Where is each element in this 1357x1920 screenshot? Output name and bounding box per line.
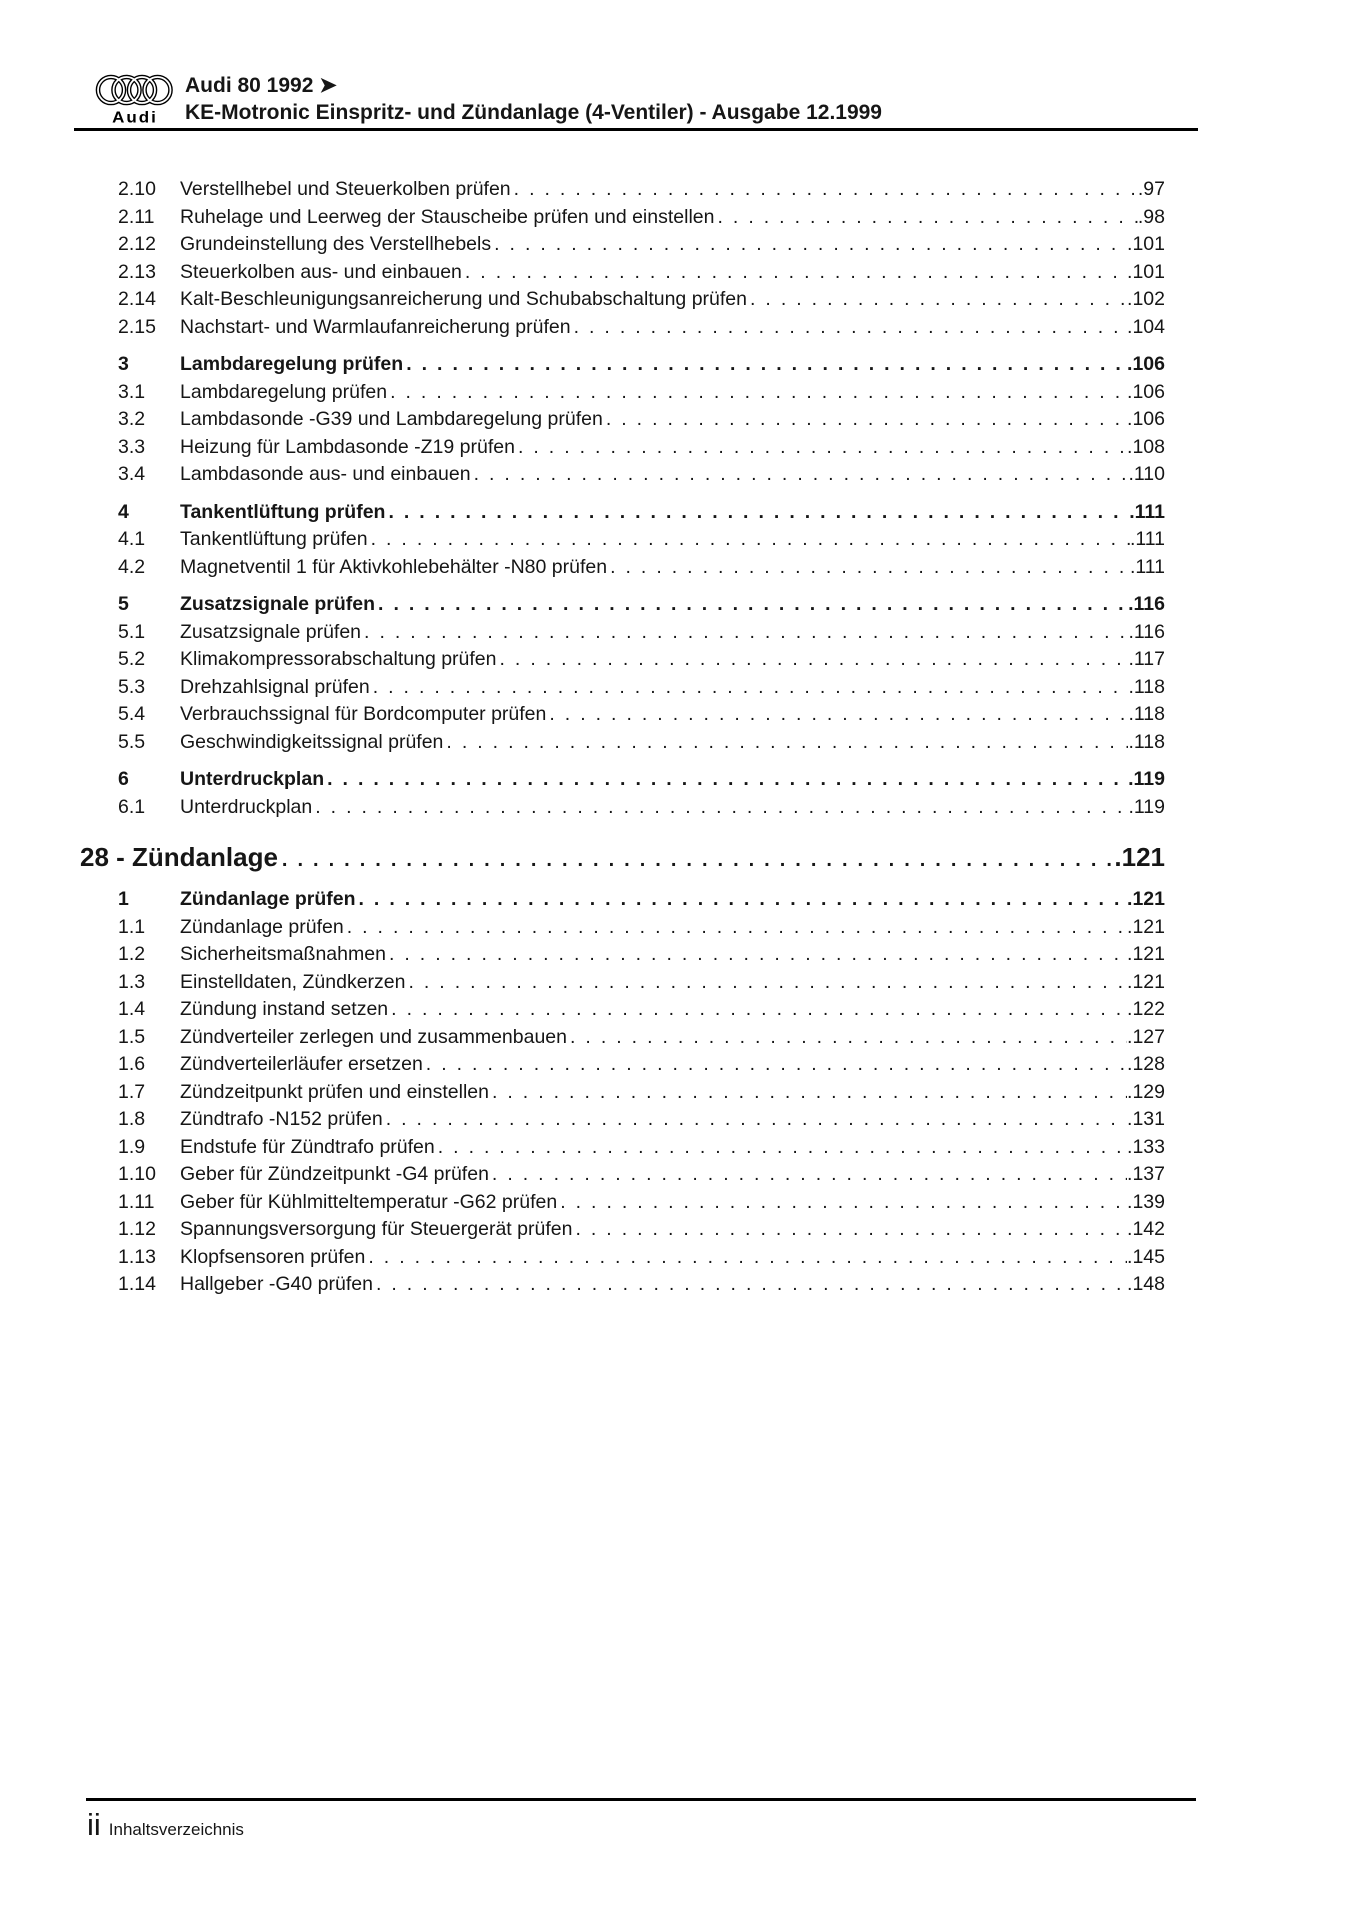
toc-dot-leader: [389, 941, 1127, 969]
toc-entry-page: . 108: [1127, 434, 1165, 462]
toc-entry-number: 1.2: [118, 943, 146, 965]
toc-entry-number: 3.4: [118, 463, 146, 485]
toc-entry-page: . 131: [1127, 1106, 1165, 1134]
toc-row: [80, 204, 1165, 232]
toc-entry-number: 2.13: [118, 260, 156, 283]
toc-entry-number: 3.3: [118, 435, 146, 458]
toc-entry-number: 5.2: [118, 648, 146, 670]
toc-entry-title: Zündung instand setzen: [180, 998, 389, 1020]
toc-dot-leader: [406, 351, 1127, 379]
toc-dot-leader: [368, 1244, 1127, 1272]
toc-entry-number: 2.15: [118, 315, 156, 338]
audi-rings-icon: [95, 74, 175, 106]
toc-entry-number: 1.4: [118, 998, 146, 1020]
toc-row: [80, 1189, 1165, 1217]
toc-entry-number: 1.13: [118, 1245, 156, 1268]
toc-entry-page: . 139: [1127, 1189, 1165, 1217]
toc-dot-leader: [282, 844, 1114, 876]
toc-group: [80, 766, 1165, 821]
toc-entry-number: 2.14: [118, 288, 156, 310]
toc-row: [80, 379, 1165, 407]
toc-row: [80, 969, 1165, 997]
page-footer: [87, 1808, 244, 1842]
audi-logo: [95, 74, 175, 128]
toc-entry-page: . 127: [1127, 1024, 1165, 1052]
toc-entry-title: Geber für Zündzeitpunkt -G4 prüfen: [180, 1163, 489, 1185]
toc-entry-number: 5.3: [118, 675, 146, 698]
toc-entry-page: . 106: [1127, 406, 1165, 434]
toc-entry-number: 1.3: [118, 970, 146, 993]
toc-row: [80, 314, 1165, 342]
toc-dot-leader: [376, 1271, 1127, 1299]
toc-entry-page: . 121: [1127, 969, 1165, 997]
toc-row: [80, 461, 1165, 489]
toc-group: [80, 351, 1165, 489]
toc-entry-title: Geber für Kühlmitteltemperatur -G62 prüfen: [180, 1190, 558, 1213]
toc-entry-title: Heizung für Lambdasonde -Z19 prüfen: [180, 435, 515, 458]
toc-row: [80, 886, 1165, 914]
toc-entry-page: . 145: [1127, 1244, 1165, 1272]
toc-dot-leader: [549, 701, 1128, 729]
toc-row: [80, 1216, 1165, 1244]
toc-entry-title: Zusatzsignale prüfen: [180, 620, 362, 643]
toc-entry-number: 2.12: [118, 233, 156, 255]
toc-entry-number: 4.2: [118, 555, 146, 578]
toc-entry-title: Steuerkolben aus- und einbauen: [180, 260, 462, 283]
toc-dot-leader: [717, 204, 1137, 232]
toc-row: [80, 1024, 1165, 1052]
toc-entry-number: 2.11: [118, 205, 155, 228]
toc-row: [80, 1106, 1165, 1134]
toc-entry-page: . 110: [1128, 461, 1165, 489]
toc-entry-page: . 118: [1128, 674, 1165, 702]
toc-dot-leader: [390, 379, 1127, 407]
toc-entry-page: . 119: [1128, 766, 1165, 794]
toc-row: [80, 1079, 1165, 1107]
toc-entry-title: Einstelldaten, Zündkerzen: [180, 970, 406, 993]
toc-dot-leader: [750, 286, 1127, 314]
toc-dot-leader: [391, 996, 1127, 1024]
toc-entry-number: 1.7: [118, 1080, 146, 1103]
toc-entry-title: Lambdasonde -G39 und Lambdaregelung prüfen: [180, 408, 603, 430]
toc-entry-title: Unterdruckplan: [180, 768, 325, 790]
toc-entry-title: Kalt-Beschleunigungsanreicherung und Schubabschaltung prüfen: [180, 288, 747, 310]
toc-dot-leader: [327, 766, 1128, 794]
toc-entry-number: 1.14: [118, 1273, 156, 1295]
toc-dot-leader: [426, 1051, 1127, 1079]
toc-row: [80, 1271, 1165, 1299]
toc-dot-leader: [438, 1134, 1127, 1162]
toc-entry-number: 1.5: [118, 1025, 146, 1048]
toc-entry-page: . 122: [1127, 996, 1165, 1024]
toc-entry-page: . 121: [1127, 914, 1165, 942]
toc-row: [80, 1161, 1165, 1189]
toc-entry-number: 1.11: [118, 1190, 155, 1213]
toc-entry-page: . 97: [1138, 176, 1165, 204]
toc-dot-leader: [386, 1106, 1127, 1134]
toc-entry-page: . 106: [1127, 379, 1165, 407]
toc-entry-number: 6: [118, 768, 129, 790]
toc-dot-leader: [359, 886, 1128, 914]
toc-entry-title: Zündanlage prüfen: [180, 888, 356, 910]
toc-dot-leader: [446, 729, 1128, 757]
toc-entry-title: Unterdruckplan: [180, 795, 313, 818]
toc-entry-number: 1: [118, 888, 129, 910]
toc-group: [80, 499, 1165, 582]
toc-dot-leader: [514, 176, 1138, 204]
toc-entry-page: . 142: [1127, 1216, 1165, 1244]
toc-row: [80, 499, 1165, 527]
toc-entry-page: . 101: [1127, 259, 1165, 287]
toc-entry-title: Lambdaregelung prüfen: [180, 380, 388, 403]
table-of-contents: [80, 176, 1165, 1299]
toc-entry-title: Zusatzsignale prüfen: [180, 593, 376, 615]
toc-dot-leader: [388, 499, 1129, 527]
toc-entry-page: . 118: [1128, 729, 1165, 757]
toc-row: [80, 729, 1165, 757]
page-header: [185, 72, 882, 126]
toc-row: [80, 766, 1165, 794]
toc-entry-page: . 98: [1138, 204, 1165, 232]
toc-row: [80, 674, 1165, 702]
toc-dot-leader: [315, 794, 1128, 822]
toc-row: [80, 406, 1165, 434]
toc-entry-title: Hallgeber -G40 prüfen: [180, 1273, 373, 1295]
toc-entry-page: . 119: [1128, 794, 1165, 822]
toc-group: [80, 176, 1165, 341]
footer-page-number: ii: [87, 1807, 101, 1842]
toc-entry-number: 4.1: [118, 528, 146, 550]
toc-row: [80, 1134, 1165, 1162]
toc-group: [80, 886, 1165, 1299]
toc-dot-leader: [494, 231, 1127, 259]
toc-entry-page: . 118: [1128, 701, 1165, 729]
toc-entry-title: Tankentlüftung prüfen: [180, 500, 386, 523]
toc-entry-title: Lambdaregelung prüfen: [180, 353, 404, 375]
toc-entry-title: Verstellhebel und Steuerkolben prüfen: [180, 178, 511, 200]
toc-entry-title: Lambdasonde aus- und einbauen: [180, 463, 471, 485]
toc-row: [80, 526, 1165, 554]
toc-entry-title: Sicherheitsmaßnahmen: [180, 943, 386, 965]
toc-dot-leader: [575, 1216, 1127, 1244]
toc-entry-page: . 116: [1128, 591, 1165, 619]
toc-dot-leader: [500, 646, 1129, 674]
toc-dot-leader: [373, 674, 1129, 702]
toc-entry-title: Verbrauchssignal für Bordcomputer prüfen: [180, 703, 547, 725]
toc-entry-number: 4: [118, 500, 129, 523]
toc-group: [80, 841, 1165, 876]
toc-entry-page: . 106: [1127, 351, 1165, 379]
footer-section-label: Inhaltsverzeichnis: [108, 1820, 244, 1839]
toc-entry-title: Klimakompressorabschaltung prüfen: [180, 648, 497, 670]
toc-entry-number: 1.10: [118, 1163, 156, 1185]
toc-entry-page: . 111: [1130, 554, 1165, 582]
toc-dot-leader: [347, 914, 1127, 942]
toc-dot-leader: [364, 619, 1128, 647]
toc-row: [80, 914, 1165, 942]
toc-row: [80, 1051, 1165, 1079]
toc-dot-leader: [378, 591, 1128, 619]
toc-entry-number: 6.1: [118, 795, 146, 818]
toc-entry-page: . 148: [1127, 1271, 1165, 1299]
toc-row: [80, 259, 1165, 287]
toc-entry-page: . 111: [1129, 499, 1165, 527]
toc-row: [80, 554, 1165, 582]
toc-row: [80, 1244, 1165, 1272]
toc-dot-leader: [610, 554, 1130, 582]
toc-row: [80, 591, 1165, 619]
toc-entry-page: . 104: [1127, 314, 1165, 342]
toc-row: [80, 701, 1165, 729]
toc-entry-page: . 116: [1128, 619, 1165, 647]
toc-row: [80, 434, 1165, 462]
toc-row: [80, 231, 1165, 259]
toc-entry-page: . 137: [1127, 1161, 1165, 1189]
audi-wordmark: Audi: [112, 109, 158, 127]
toc-entry-page: . 133: [1127, 1134, 1165, 1162]
toc-entry-title: Tankentlüftung prüfen: [180, 528, 368, 550]
toc-entry-title: Nachstart- und Warmlaufanreicherung prüfen: [180, 315, 571, 338]
toc-entry-number: 3: [118, 353, 129, 375]
toc-row: [80, 646, 1165, 674]
toc-dot-leader: [492, 1161, 1127, 1189]
toc-row: [80, 286, 1165, 314]
toc-entry-title: 28 - Zündanlage: [80, 842, 278, 872]
toc-entry-number: 5.5: [118, 730, 146, 753]
toc-entry-number: 3.2: [118, 408, 146, 430]
toc-entry-page: . 129: [1127, 1079, 1165, 1107]
toc-entry-title: Zündzeitpunkt prüfen und einstellen: [180, 1080, 489, 1103]
toc-row: [80, 619, 1165, 647]
toc-entry-page: . 117: [1128, 646, 1165, 674]
toc-entry-page: . 101: [1127, 231, 1165, 259]
toc-entry-page: . 121: [1114, 841, 1165, 873]
toc-dot-leader: [474, 461, 1129, 489]
toc-entry-page: . 121: [1127, 941, 1165, 969]
footer-rule: [86, 1798, 1196, 1801]
toc-entry-title: Magnetventil 1 für Aktivkohlebehälter -N80 prüfen: [180, 555, 608, 578]
toc-row: [80, 351, 1165, 379]
toc-entry-title: Drehzahlsignal prüfen: [180, 675, 370, 698]
toc-entry-title: Klopfsensoren prüfen: [180, 1245, 366, 1268]
toc-entry-number: 5: [118, 593, 129, 615]
toc-entry-number: 1.6: [118, 1053, 146, 1075]
header-manual-title: KE-Motronic Einspritz- und Zündanlage (4-Ventiler) - Ausgabe 12.1999: [185, 101, 882, 124]
toc-row: [80, 176, 1165, 204]
toc-entry-title: Geschwindigkeitssignal prüfen: [180, 730, 444, 753]
toc-entry-title: Spannungsversorgung für Steuergerät prüfen: [180, 1218, 573, 1240]
toc-row: [80, 841, 1165, 876]
toc-row: [80, 996, 1165, 1024]
toc-entry-title: Zündanlage prüfen: [180, 915, 344, 938]
toc-entry-title: Zündverteiler zerlegen und zusammenbauen: [180, 1025, 567, 1048]
toc-dot-leader: [518, 434, 1127, 462]
toc-row: [80, 941, 1165, 969]
toc-dot-leader: [492, 1079, 1127, 1107]
toc-dot-leader: [570, 1024, 1127, 1052]
toc-entry-number: 1.8: [118, 1108, 146, 1130]
toc-entry-number: 1.9: [118, 1135, 146, 1158]
toc-entry-number: 1.1: [118, 915, 146, 938]
toc-entry-title: Endstufe für Zündtrafo prüfen: [180, 1135, 435, 1158]
header-rule: [74, 128, 1198, 131]
toc-dot-leader: [560, 1189, 1127, 1217]
toc-entry-number: 2.10: [118, 178, 156, 200]
toc-row: [80, 794, 1165, 822]
toc-entry-page: . 111: [1130, 526, 1165, 554]
toc-entry-page: . 102: [1127, 286, 1165, 314]
toc-entry-title: Zündverteilerläufer ersetzen: [180, 1053, 423, 1075]
toc-entry-number: 1.12: [118, 1218, 156, 1240]
toc-dot-leader: [574, 314, 1127, 342]
toc-entry-title: Ruhelage und Leerweg der Stauscheibe prüfen und einstellen: [180, 205, 715, 228]
toc-dot-leader: [408, 969, 1127, 997]
toc-entry-number: 3.1: [118, 380, 146, 403]
toc-group: [80, 591, 1165, 756]
toc-entry-page: . 121: [1127, 886, 1165, 914]
toc-entry-number: 5.1: [118, 620, 146, 643]
toc-entry-page: . 128: [1127, 1051, 1165, 1079]
toc-entry-title: Grundeinstellung des Verstellhebels: [180, 233, 492, 255]
toc-dot-leader: [465, 259, 1127, 287]
toc-entry-number: 5.4: [118, 703, 146, 725]
toc-dot-leader: [371, 526, 1130, 554]
toc-entry-title: Zündtrafo -N152 prüfen: [180, 1108, 383, 1130]
header-model-line: Audi 80 1992 ➤: [185, 74, 337, 97]
toc-dot-leader: [606, 406, 1127, 434]
